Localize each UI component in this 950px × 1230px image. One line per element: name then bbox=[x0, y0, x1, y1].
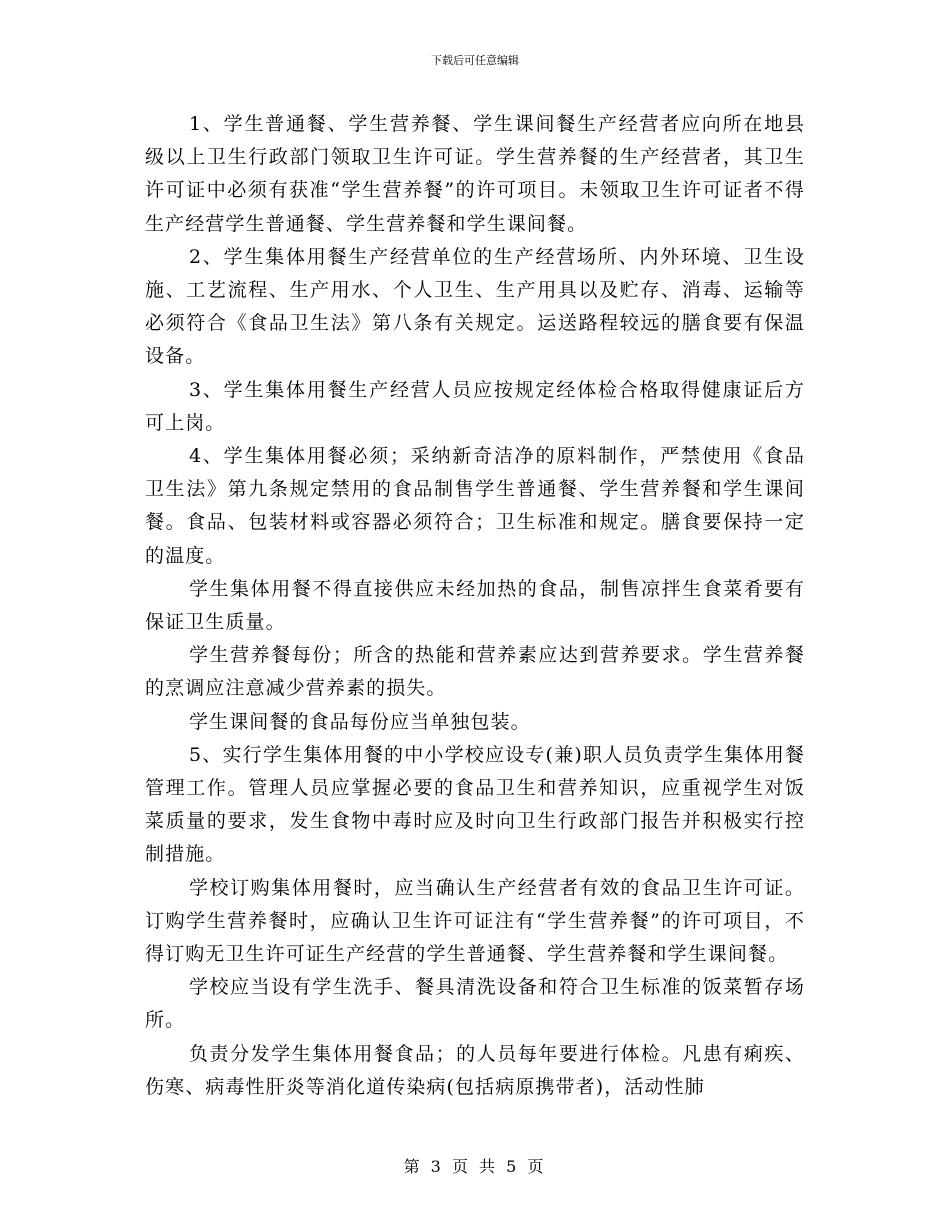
paragraph: 学生营养餐每份；所含的热能和营养素应达到营养要求。学生营养餐的烹调应注意减少营养素的损失。 bbox=[145, 644, 805, 700]
paragraph: 2、学生集体用餐生产经营单位的生产经营场所、内外环境、卫生设施、工艺流程、生产用水、个人卫生、生产用具以及贮存、消毒、运输等必须符合《食品卫生法》第八条有关规定。运送路程较远的膳食要有保温设备。 bbox=[145, 245, 805, 368]
paragraph: 1、学生普通餐、学生营养餐、学生课间餐生产经营者应向所在地县级以上卫生行政部门领取卫生许可证。学生营养餐的生产经营者，其卫生许可证中必须有获准“学生营养餐”的许可项目。未领取卫生许可证者不得生产经营学生普通餐、学生营养餐和学生课间餐。 bbox=[145, 113, 805, 235]
paragraph: 负责分发学生集体用餐食品；的人员每年要进行体检。凡患有痢疾、伤寒、病毒性肝炎等消化道传染病(包括病原携带者)，活动性肺 bbox=[145, 1042, 805, 1098]
page-header: 下载后可任意编辑 bbox=[431, 54, 519, 67]
paragraph: 3、学生集体用餐生产经营人员应按规定经体检合格取得健康证后方可上岗。 bbox=[145, 378, 805, 434]
paragraph: 学生集体用餐不得直接供应未经加热的食品，制售凉拌生食菜肴要有保证卫生质量。 bbox=[145, 577, 805, 634]
document-body bbox=[145, 108, 805, 1104]
page-number: 第 3 页 共 5 页 bbox=[403, 1157, 547, 1176]
paragraph: 4、学生集体用餐必须；采纳新奇洁净的原料制作，严禁使用《食品卫生法》第九条规定禁用的食品制售学生普通餐、学生营养餐和学生课间餐。食品、包装材料或容器必须符合；卫生标准和规定。膳食要保持一定的温度。 bbox=[145, 445, 805, 567]
paragraph: 学校订购集体用餐时，应当确认生产经营者有效的食品卫生许可证。订购学生营养餐时，应确认卫生许可证注有“学生营养餐”的许可项目，不得订购无卫生许可证生产经营的学生普通餐、学生营养餐和学生课间餐。 bbox=[145, 876, 805, 966]
paragraph: 学生课间餐的食品每份应当单独包装。 bbox=[189, 710, 531, 733]
paragraph: 学校应当设有学生洗手、餐具清洗设备和符合卫生标准的饭菜暂存场所。 bbox=[145, 976, 805, 1032]
paragraph: 5、实行学生集体用餐的中小学校应设专(兼)职人员负责学生集体用餐管理工作。管理人员应掌握必要的食品卫生和营养知识，应重视学生对饭菜质量的要求，发生食物中毒时应及时向卫生行政部门报告并积极实行控制措施。 bbox=[145, 743, 805, 866]
